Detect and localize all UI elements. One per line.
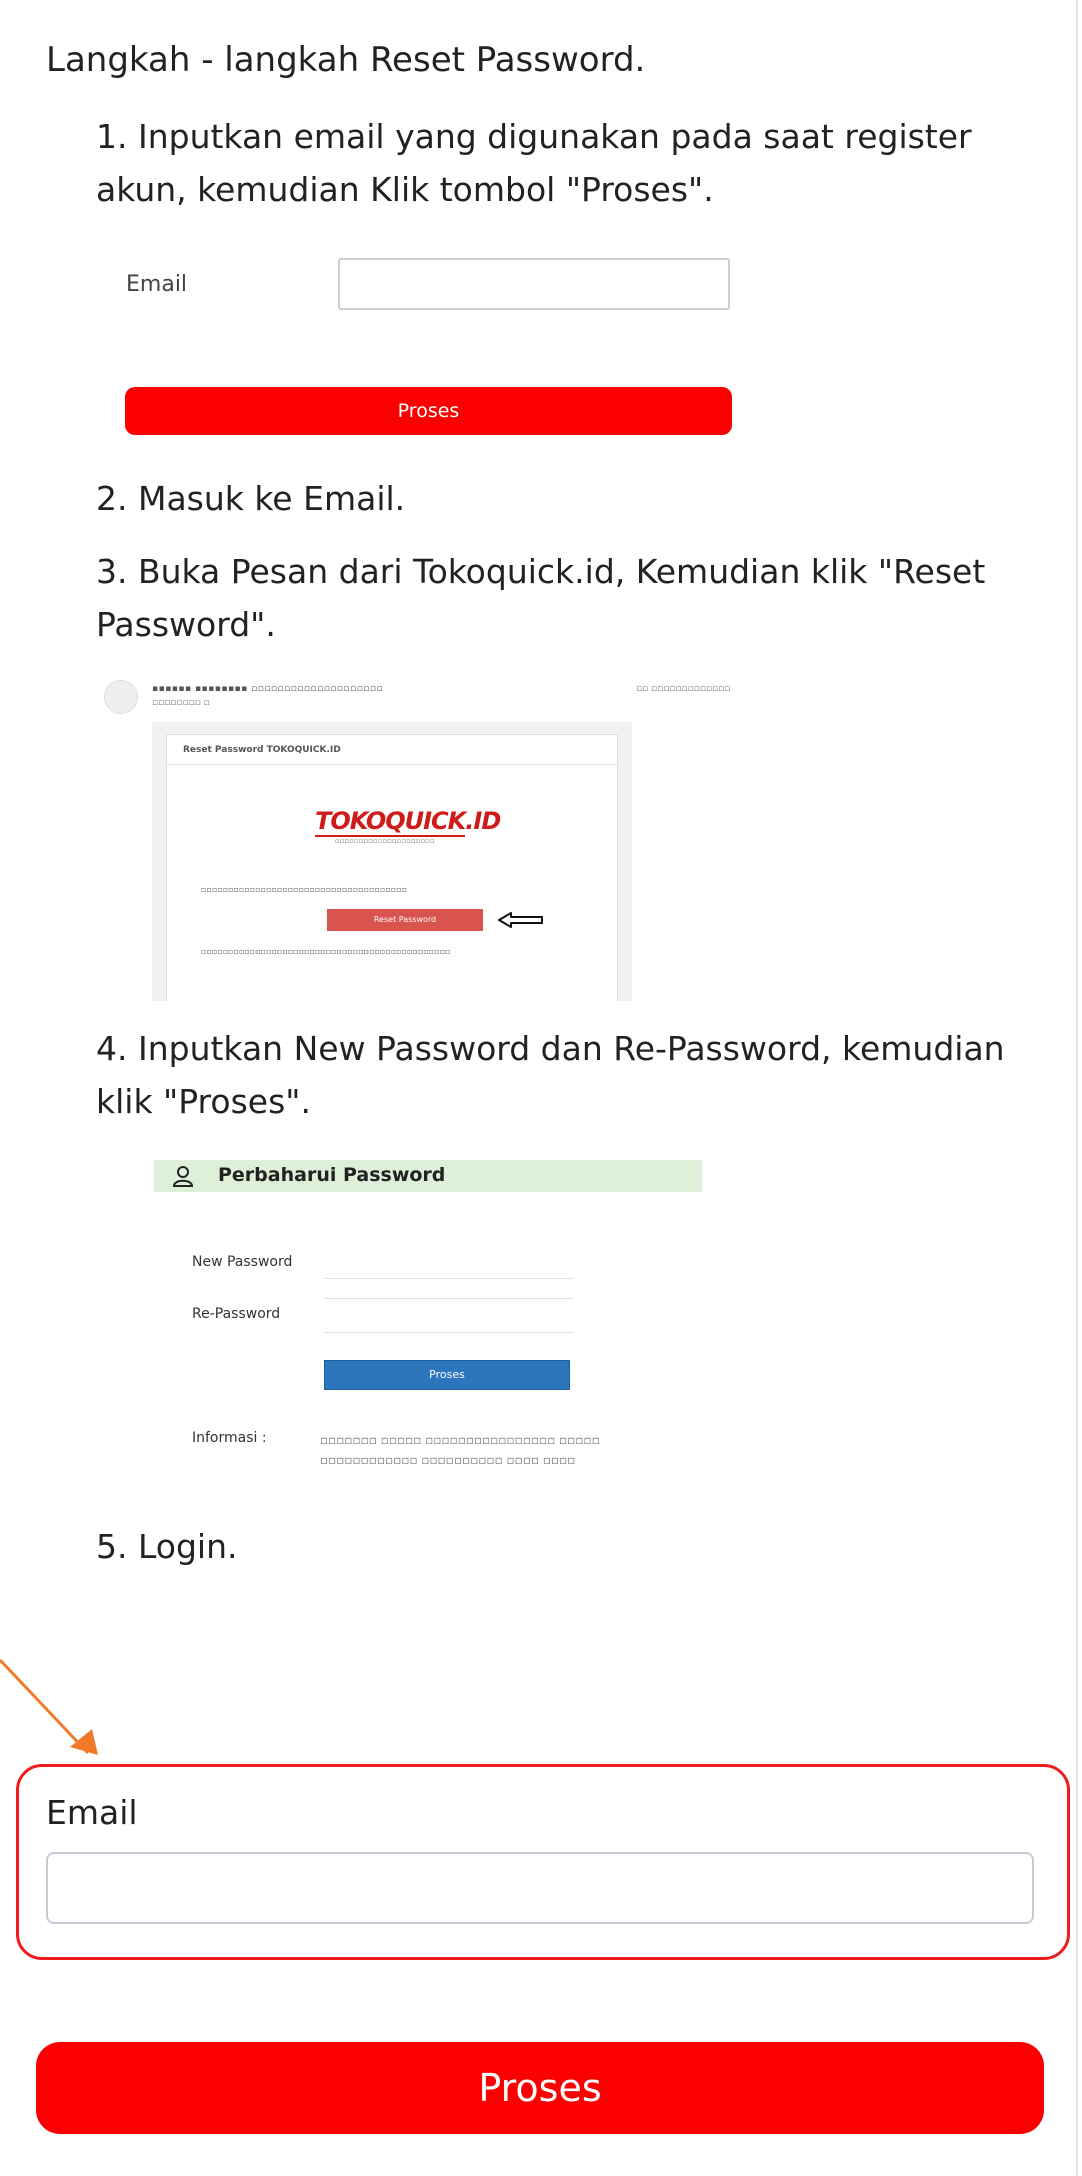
- demo-email-input: [338, 258, 730, 310]
- email-body-text: ▫▫▫▫▫▫▫▫▫▫▫▫▫▫▫▫▫▫▫▫▫▫▫▫▫▫▫▫▫▫▫▫▫▫▫▫▫▫: [201, 885, 408, 894]
- step-3-text: 3. Buka Pesan dari Tokoquick.id, Kemudian klik "Reset Password".: [96, 552, 986, 644]
- left-arrow-icon: [497, 911, 545, 929]
- password-proses-button: Proses: [324, 1360, 570, 1390]
- email-screenshot: [100, 676, 760, 1001]
- re-password-underline: [324, 1332, 574, 1333]
- logo-tagline: ▫▫▫▫▫▫▫▫▫▫▫▫▫▫▫▫▫▫▫▫▫: [335, 837, 435, 845]
- divider-line: [324, 1298, 574, 1299]
- info-text: ▫▫▫▫▫▫▫ ▫▫▫▫▫ ▫▫▫▫▫▫▫▫▫▫▫▫▫▫▫▫ ▫▫▫▫▫ ▫▫▫▫▫▫▫▫▫▫▫▫ ▫▫▫▫▫▫▫▫▫▫ ▫▫▫▫ ▫▫▫▫: [320, 1433, 600, 1467]
- email-input[interactable]: [46, 1852, 1034, 1924]
- user-icon: [172, 1165, 194, 1187]
- proses-button[interactable]: Proses: [36, 2042, 1044, 2134]
- sender-avatar: [104, 680, 138, 714]
- right-edge-rule: [1076, 0, 1078, 2176]
- password-header-title: Perbaharui Password: [218, 1164, 446, 1186]
- tokoquick-logo: TOKOQUICK.ID: [315, 807, 501, 835]
- demo-email-label: Email: [126, 272, 188, 297]
- new-password-label: New Password: [192, 1254, 293, 1270]
- step-1-text: 1. Inputkan email yang digunakan pada saat register akun, kemudian Klik tombol "Proses".: [96, 117, 972, 209]
- email-label: Email: [46, 1793, 138, 1832]
- password-header: [154, 1160, 702, 1192]
- email-recipient-line: ▫▫▫▫▫▫▫▫ ▫: [152, 698, 210, 708]
- demo-proses-button: Proses: [125, 387, 732, 435]
- step-4-text: 4. Inputkan New Password dan Re-Password, kemudian klik "Proses".: [96, 1029, 1005, 1121]
- new-password-underline: [324, 1278, 574, 1279]
- info-label: Informasi :: [192, 1430, 267, 1446]
- password-screenshot: [150, 1160, 710, 1480]
- step-2-text: 2. Masuk ke Email.: [96, 479, 406, 518]
- callout-arrow-icon: [0, 1655, 110, 1765]
- email-footer-text: ▫▫▫▫▫▫▫▫▫▫▫▫▫▫▫▫▫▫▫▫▫▫▫▫▫▫▫▫▫▫▫▫▫▫▫▫▫▫▫▫▫▫▫▫▫▫: [201, 947, 451, 956]
- step-5-text: 5. Login.: [96, 1527, 238, 1566]
- email-card: [166, 734, 618, 1001]
- email-body-frame: [152, 722, 632, 1001]
- email-date: ▫▫ ▫▫▫▫▫▫▫▫▫▫▫▫▫: [636, 684, 731, 694]
- page-heading: Langkah - langkah Reset Password.: [46, 40, 646, 80]
- email-sender-line: ▪▪▪▪▪▪ ▪▪▪▪▪▪▪▪ ▫▫▫▫▫▫▫▫▫▫▫▫▫▫▫▫▫▫▫▫: [152, 684, 384, 694]
- re-password-label: Re-Password: [192, 1306, 281, 1322]
- reset-password-button: Reset Password: [327, 909, 483, 931]
- email-title: Reset Password TOKOQUICK.ID: [167, 735, 617, 765]
